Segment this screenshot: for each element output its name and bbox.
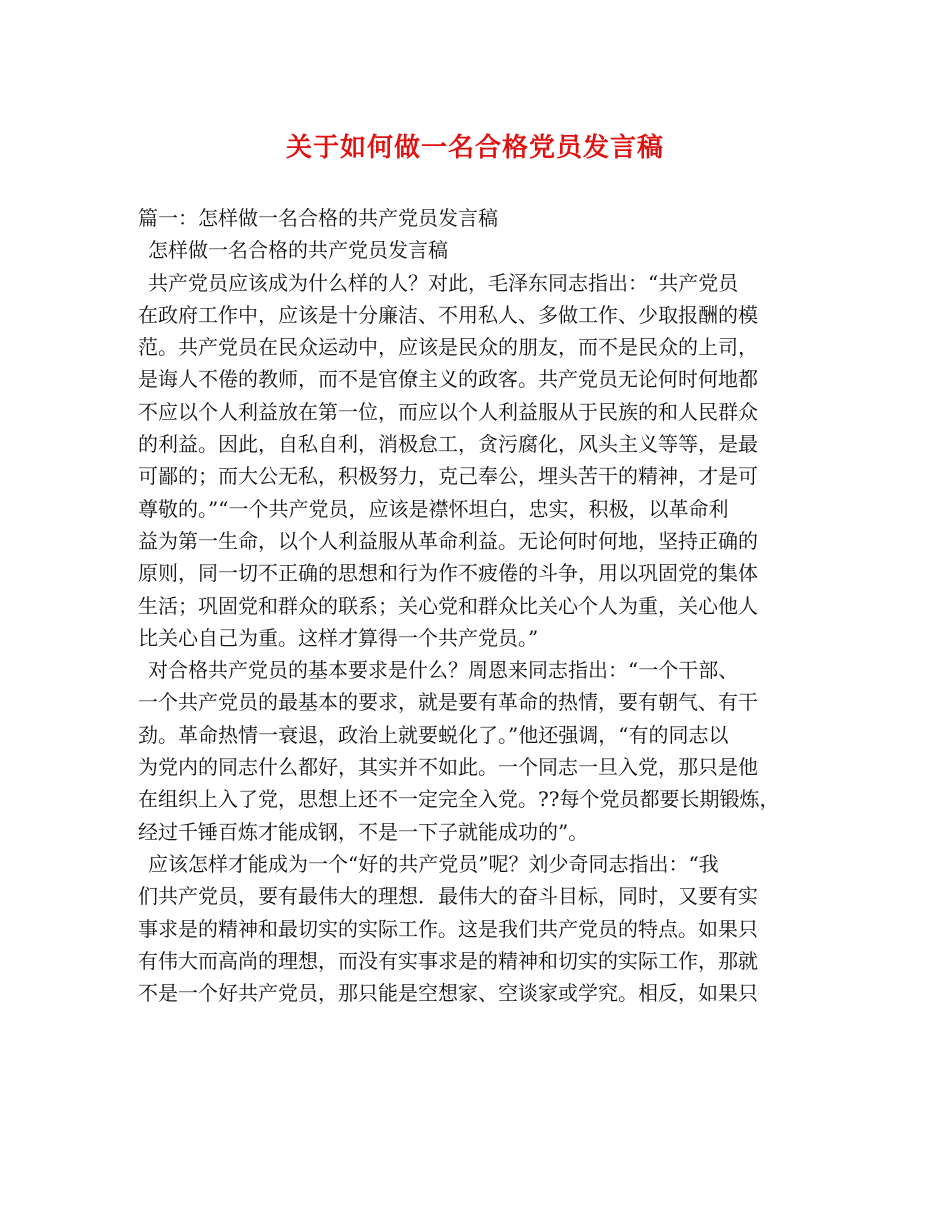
paragraph-line: 在政府工作中，应该是十分廉洁、不用私人、多做工作、少取报酬的模 — [138, 302, 758, 327]
paragraph-line: 范。共产党员在民众运动中，应该是民众的朋友，而不是民众的上司， — [138, 335, 758, 360]
paragraph-line: 生活；巩固党和群众的联系；关心党和群众比关心个人为重，关心他人 — [138, 593, 758, 618]
paragraph-line: 共产党员应该成为什么样的人？对此，毛泽东同志指出：“共产党员 — [148, 270, 739, 295]
paragraph-line: 们共产党员，要有最伟大的理想．最伟大的奋斗目标，同时，又要有实 — [138, 884, 758, 909]
paragraph-line: 在组织上入了党，思想上还不一定完全入党。??每个党员都要长期锻炼， — [138, 787, 780, 812]
paragraph-line: 经过千锤百炼才能成钢，不是一下子就能成功的”。 — [138, 819, 589, 844]
paragraph-line: 一个共产党员的最基本的要求，就是要有革命的热情，要有朝气、有干 — [138, 690, 758, 715]
paragraph-line: 有伟大而高尚的理想，而没有实事求是的精神和切实的实际工作，那就 — [138, 948, 758, 973]
paragraph-line: 应该怎样才能成为一个“好的共产党员”呢？刘少奇同志指出：“我 — [148, 851, 719, 876]
paragraph-line: 不应以个人利益放在第一位，而应以个人利益服从于民族的和人民群众 — [138, 399, 758, 424]
paragraph-line: 的利益。因此，自私自利，消极怠工，贪污腐化，风头主义等等，是最 — [138, 432, 758, 457]
paragraph-line: 原则，同一切不正确的思想和行为作不疲倦的斗争，用以巩固党的集体 — [138, 561, 758, 586]
document-body — [138, 202, 828, 1009]
paragraph-line: 为党内的同志什么都好，其实并不如此。一个同志一旦入党，那只是他 — [138, 755, 758, 780]
section-heading: 篇一：怎样做一名合格的共产党员发言稿 — [138, 206, 498, 230]
paragraph-line: 是诲人不倦的教师，而不是官僚主义的政客。共产党员无论何时何地都 — [138, 367, 758, 392]
paragraph-line: 事求是的精神和最切实的实际工作。这是我们共产党员的特点。如果只 — [138, 916, 758, 941]
paragraph-line: 可鄙的；而大公无私，积极努力，克己奉公，埋头苦干的精神，才是可 — [138, 464, 758, 489]
subheading: 怎样做一名合格的共产党员发言稿 — [148, 238, 448, 263]
paragraph-line: 益为第一生命，以个人利益服从革命利益。无论何时何地，坚持正确的 — [138, 528, 758, 553]
paragraph-line: 劲。革命热情一衰退，政治上就要蜕化了。”他还强调，“有的同志以 — [138, 722, 729, 747]
paragraph-line: 比关心自己为重。这样才算得一个共产党员。” — [138, 625, 539, 650]
paragraph-line: 不是一个好共产党员，那只能是空想家、空谈家或学究。相反，如果只 — [138, 981, 758, 1006]
paragraph-line: 尊敬的。”“一个共产党员，应该是襟怀坦白，忠实，积极，以革命利 — [138, 496, 729, 521]
document-title: 关于如何做一名合格党员发言稿 — [285, 133, 664, 163]
paragraph-line: 对合格共产党员的基本要求是什么？周恩来同志指出：“一个干部、 — [148, 658, 739, 683]
